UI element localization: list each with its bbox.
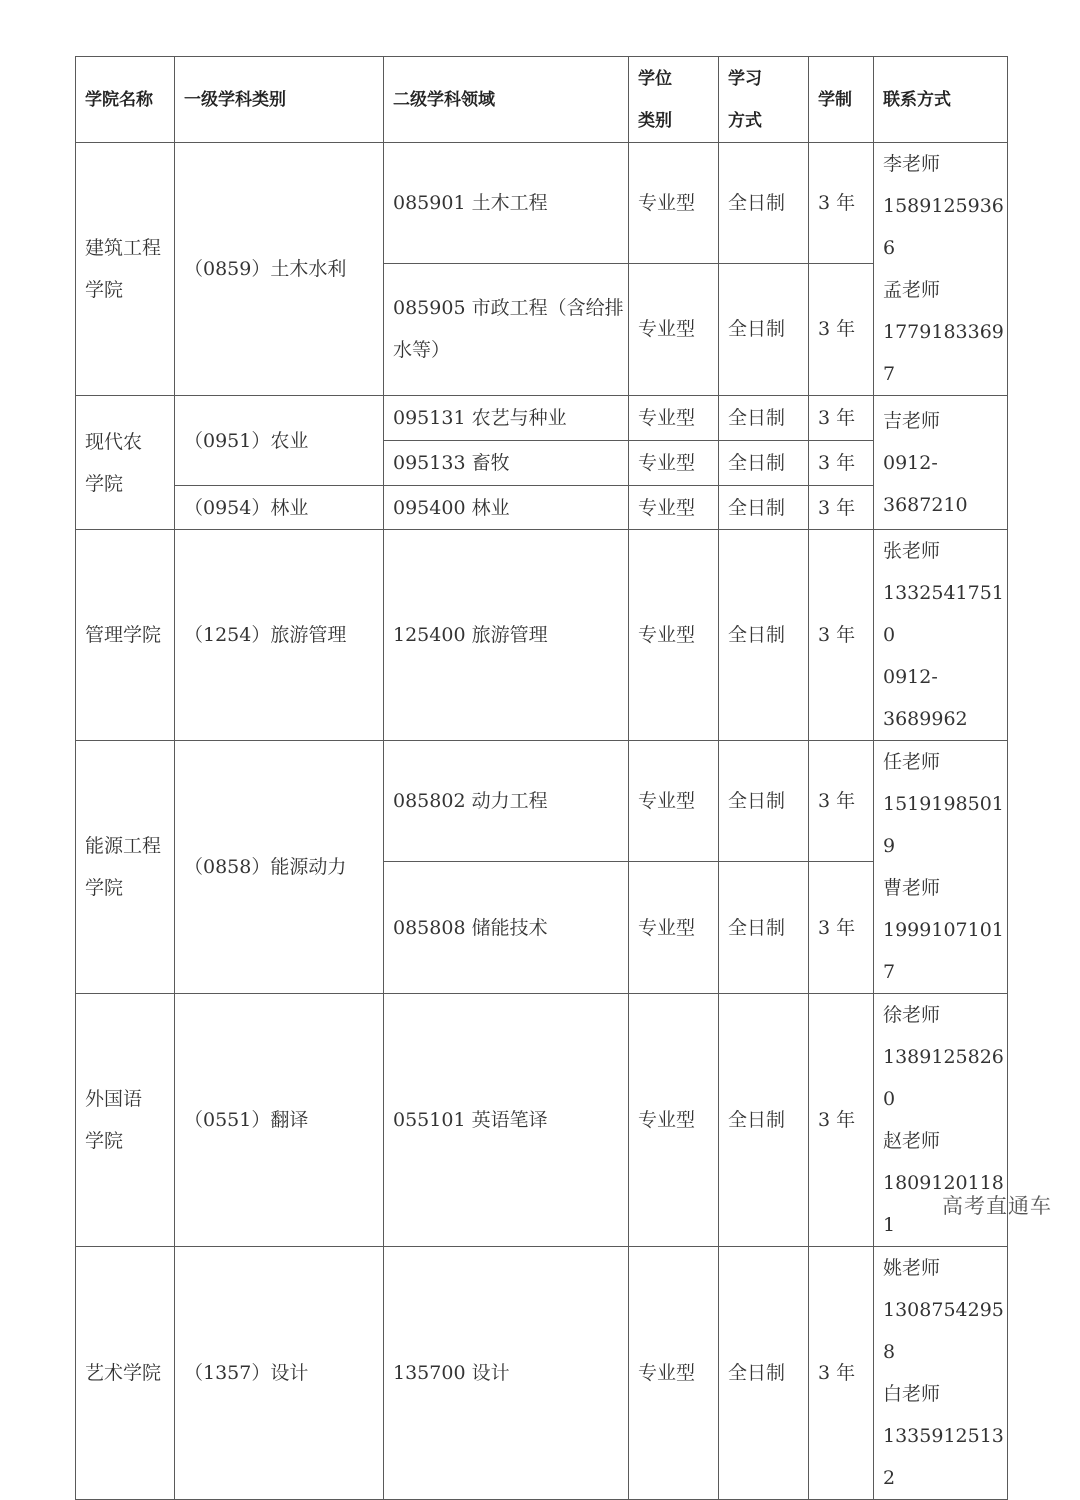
header-degree-type-line2: 类别: [638, 110, 672, 131]
contact-line: 李老师: [883, 153, 941, 175]
contact-line: 0912-: [883, 666, 938, 688]
contact-line: 13325417510: [883, 582, 1004, 646]
level1-cell: （0951）农业: [175, 396, 384, 486]
header-study-mode-line1: 学习: [728, 68, 762, 89]
degree-type-cell: 专业型: [629, 530, 719, 741]
level1-cell: （0859）土木水利: [175, 143, 384, 396]
contact-cell: [874, 143, 1008, 396]
contact-line: 13891258260: [883, 1046, 1004, 1110]
contact-line: 15191985019: [883, 793, 1004, 857]
level2-cell: 095131 农艺与种业: [384, 396, 629, 441]
header-duration: 学制: [809, 57, 874, 143]
college-cell: 管理学院: [76, 530, 175, 741]
degree-type-cell: 专业型: [629, 263, 719, 395]
study-mode-cell: 全日制: [719, 441, 809, 486]
contact-line: 姚老师: [883, 1257, 941, 1279]
college-line: 学院: [85, 877, 124, 899]
level1-cell: （0954）林业: [175, 486, 384, 530]
study-mode-cell: 全日制: [719, 862, 809, 994]
contact-line: 张老师: [883, 540, 941, 562]
duration-cell: 3 年: [809, 994, 874, 1247]
contact-line: 任老师: [883, 751, 941, 773]
header-college: 学院名称: [76, 57, 175, 143]
duration-cell: 3 年: [809, 1247, 874, 1500]
contact-line: 18091201181: [883, 1172, 1004, 1236]
study-mode-cell: 全日制: [719, 530, 809, 741]
degree-type-cell: 专业型: [629, 741, 719, 862]
duration-cell: 3 年: [809, 441, 874, 486]
level1-cell: （0858）能源动力: [175, 741, 384, 994]
contact-line: 曹老师: [883, 877, 941, 899]
contact-line: 白老师: [883, 1383, 941, 1405]
header-level1: 一级学科类别: [175, 57, 384, 143]
college-cell: [76, 994, 175, 1247]
level1-cell: （0551）翻译: [175, 994, 384, 1247]
watermark-text: 高考直通车: [942, 1194, 1052, 1218]
contact-line: 赵老师: [883, 1130, 941, 1152]
degree-type-cell: 专业型: [629, 1247, 719, 1500]
study-mode-cell: 全日制: [719, 263, 809, 395]
table-row: [76, 1247, 1008, 1500]
duration-cell: 3 年: [809, 862, 874, 994]
degree-type-cell: 专业型: [629, 486, 719, 530]
college-line: 学院: [85, 1130, 124, 1152]
level2-cell: 055101 英语笔译: [384, 994, 629, 1247]
table-row: [76, 741, 1008, 862]
header-row: [76, 57, 1008, 143]
contact-line: 0912-: [883, 451, 938, 474]
college-line: 学院: [85, 279, 124, 301]
level1-cell: （1254）旅游管理: [175, 530, 384, 741]
college-cell: [76, 143, 175, 396]
contact-line: 17791833697: [883, 321, 1004, 385]
degree-type-cell: 专业型: [629, 994, 719, 1247]
duration-cell: 3 年: [809, 530, 874, 741]
degree-type-cell: 专业型: [629, 396, 719, 441]
program-table: [75, 56, 1008, 1500]
study-mode-cell: 全日制: [719, 1247, 809, 1500]
table-row: [76, 486, 1008, 530]
college-line: 建筑工程: [85, 237, 162, 259]
table-row: [76, 530, 1008, 741]
table-row: [76, 396, 1008, 441]
contact-line: 徐老师: [883, 1004, 941, 1026]
contact-cell: [874, 396, 1008, 530]
level2-cell: 085808 储能技术: [384, 862, 629, 994]
header-degree-type: [629, 57, 719, 143]
header-contact: 联系方式: [874, 57, 1008, 143]
study-mode-cell: 全日制: [719, 486, 809, 530]
level2-cell: 095133 畜牧: [384, 441, 629, 486]
level1-cell: （1357）设计: [175, 1247, 384, 1500]
level2-cell: 095400 林业: [384, 486, 629, 530]
duration-cell: 3 年: [809, 486, 874, 530]
degree-type-cell: 专业型: [629, 143, 719, 264]
study-mode-cell: 全日制: [719, 143, 809, 264]
college-cell: [76, 741, 175, 994]
level2-cell: 085905 市政工程（含给排水等）: [384, 263, 629, 395]
duration-cell: 3 年: [809, 396, 874, 441]
contact-line: 孟老师: [883, 279, 941, 301]
header-study-mode: [719, 57, 809, 143]
duration-cell: 3 年: [809, 143, 874, 264]
college-line: 学院: [85, 472, 124, 495]
contact-line: 19991071017: [883, 919, 1004, 983]
contact-line: 13359125132: [883, 1425, 1004, 1489]
college-line: 现代农: [85, 430, 143, 453]
header-level2: 二级学科领域: [384, 57, 629, 143]
header-study-mode-line2: 方式: [728, 110, 762, 131]
contact-line: 13087542958: [883, 1299, 1004, 1363]
contact-line: 3689962: [883, 708, 968, 730]
level2-cell: 085802 动力工程: [384, 741, 629, 862]
college-cell: [76, 396, 175, 530]
college-line: 外国语: [85, 1088, 143, 1110]
degree-type-cell: 专业型: [629, 441, 719, 486]
duration-cell: 3 年: [809, 263, 874, 395]
study-mode-cell: 全日制: [719, 396, 809, 441]
table-row: [76, 143, 1008, 264]
contact-cell: [874, 1247, 1008, 1500]
duration-cell: 3 年: [809, 741, 874, 862]
study-mode-cell: 全日制: [719, 994, 809, 1247]
contact-cell: [874, 741, 1008, 994]
college-cell: 艺术学院: [76, 1247, 175, 1500]
study-mode-cell: 全日制: [719, 741, 809, 862]
contact-cell: [874, 530, 1008, 741]
contact-line: 3687210: [883, 493, 968, 516]
contact-line: 15891259366: [883, 195, 1004, 259]
level2-cell: 135700 设计: [384, 1247, 629, 1500]
header-degree-type-line1: 学位: [638, 68, 672, 89]
college-line: 能源工程: [85, 835, 162, 857]
contact-line: 吉老师: [883, 409, 941, 432]
level2-cell: 085901 土木工程: [384, 143, 629, 264]
level2-cell: 125400 旅游管理: [384, 530, 629, 741]
degree-type-cell: 专业型: [629, 862, 719, 994]
table-row: [76, 994, 1008, 1247]
